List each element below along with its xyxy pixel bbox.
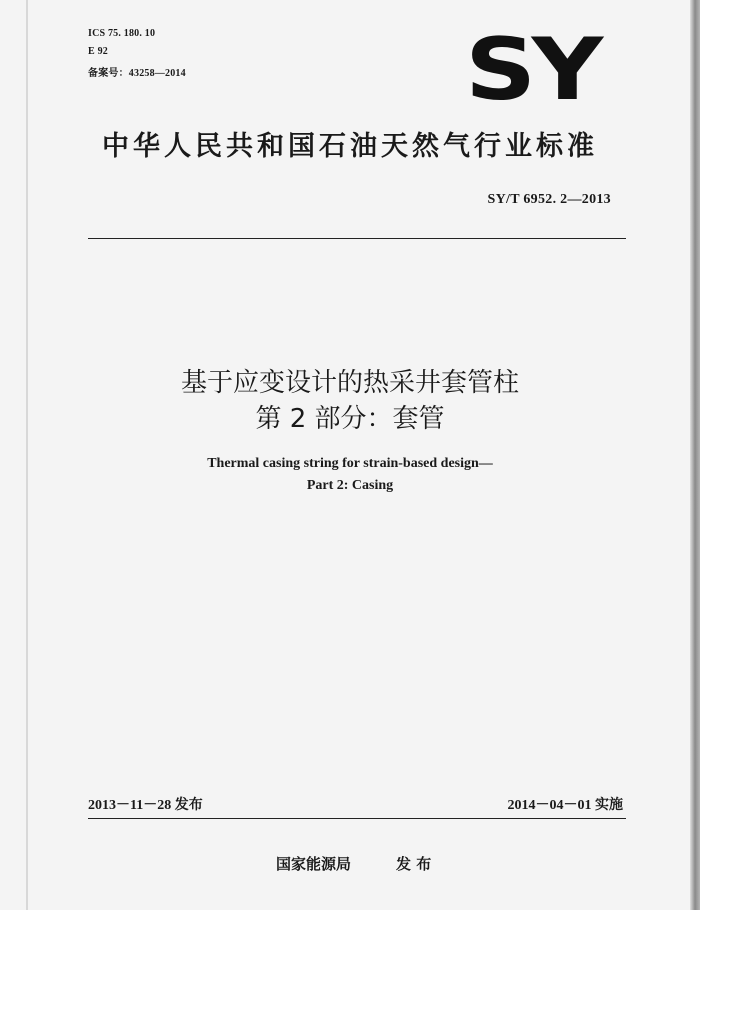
ics-code: ICS 75. 180. 10 [88, 28, 156, 39]
publish-date: 2013－11－28 发布 [88, 798, 203, 813]
implement-date: 2014－04－01 实施 [507, 798, 623, 813]
header-divider [88, 238, 626, 239]
issuing-authority: 国家能源局 [276, 855, 352, 873]
title-en-line1: Thermal casing string for strain-based design— [207, 456, 493, 471]
title-en-line2: Part 2: Casing [306, 478, 394, 493]
record-number: 备案号：43258—2014 [88, 68, 186, 79]
ccs-code: E 92 [88, 46, 108, 57]
sy-logo: SY [465, 20, 599, 120]
organization-title: 中华人民共和国石油天然气行业标准 [102, 131, 598, 162]
footer-divider [88, 818, 626, 819]
title-zh-line1: 基于应变设计的热采井套管柱 [180, 368, 519, 398]
issue-action: 发 布 [396, 855, 432, 873]
standard-number: SY/T 6952. 2—2013 [487, 192, 611, 207]
title-zh-line2: 第 2 部分：套管 [255, 404, 445, 434]
